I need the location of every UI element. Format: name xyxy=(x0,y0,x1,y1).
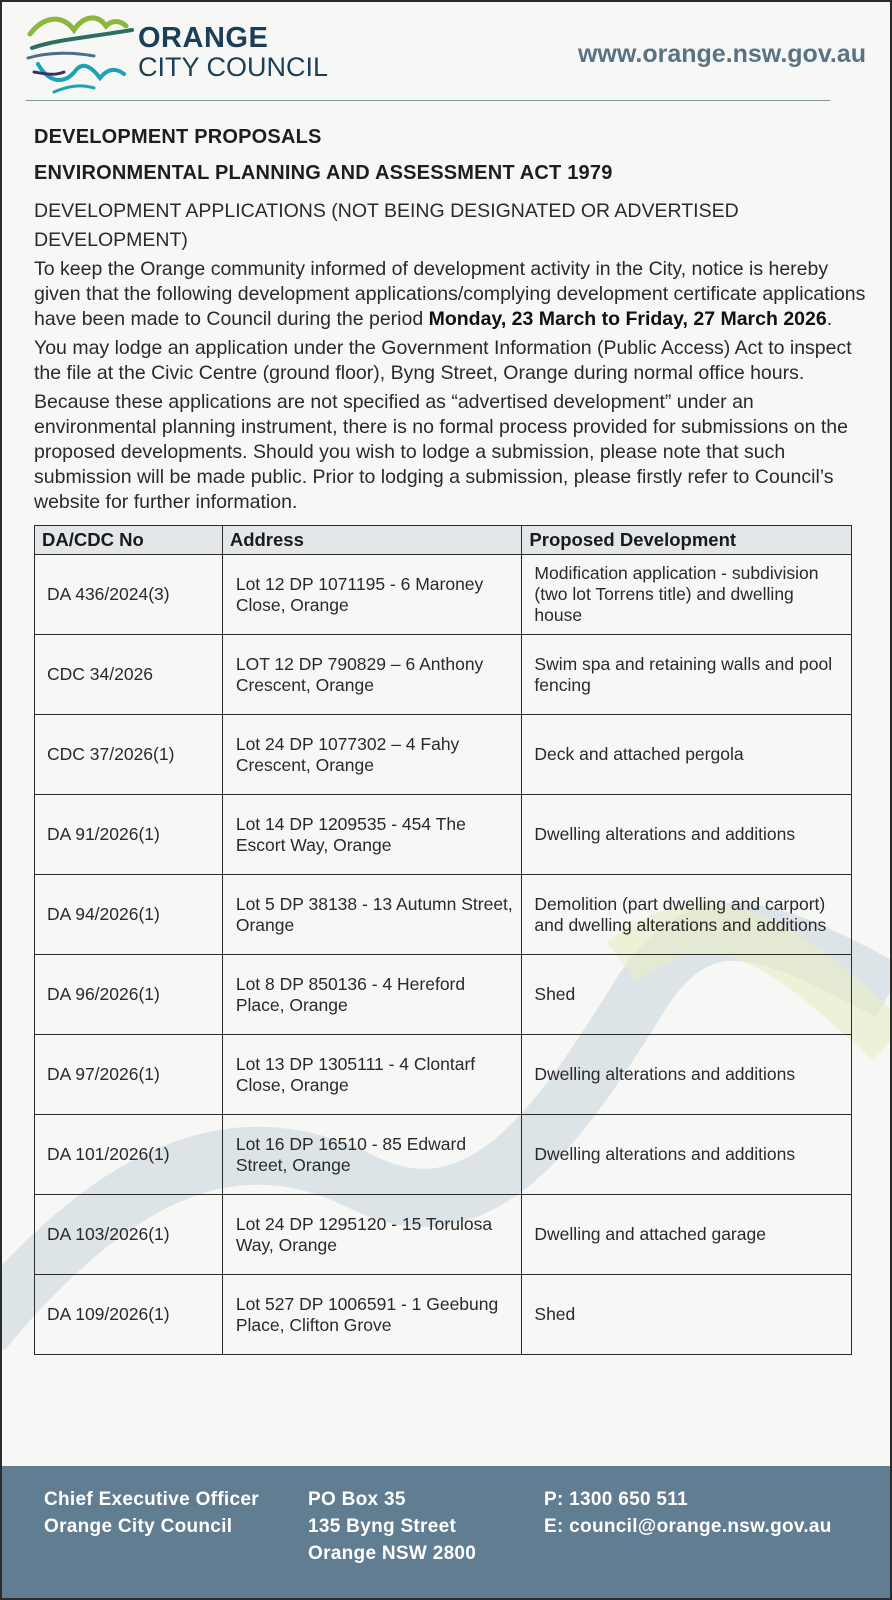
notice-content xyxy=(2,104,890,1355)
header-divider xyxy=(26,100,830,101)
logo-line-2: CITY COUNCIL xyxy=(138,52,329,82)
intro-paragraph xyxy=(34,257,866,332)
act-title: ENVIRONMENTAL PLANNING AND ASSESSMENT ACT 1979 xyxy=(34,162,613,184)
header-da-no: DA/CDC No xyxy=(35,526,223,555)
logo-line-1: ORANGE xyxy=(138,22,269,54)
table-row xyxy=(35,955,852,1035)
table-row xyxy=(35,795,852,875)
table-row xyxy=(35,715,852,795)
cell-development: Modification application - subdivision (two lot Torrens title) and dwelling house xyxy=(522,555,852,635)
footer-suburb: Orange NSW 2800 xyxy=(308,1543,477,1564)
cell-address: Lot 12 DP 1071195 - 6 Maroney Close, Orange xyxy=(222,555,522,635)
submission-paragraph: Because these applications are not specified as “advertised development” under an environmental planning instrument, there is no formal process provided for submissions on the proposed developments. Should you wish to lodge a submission, please note that such submission will be made public. Prior to lodging a submission, please firstly refer to Council’s website for further information. xyxy=(34,391,849,513)
cell-da-no: DA 109/2026(1) xyxy=(35,1275,223,1355)
applications-table xyxy=(34,525,852,1355)
cell-development: Deck and attached pergola xyxy=(522,715,852,795)
header-address: Address xyxy=(222,526,522,555)
cell-da-no: DA 97/2026(1) xyxy=(35,1035,223,1115)
cell-address: Lot 527 DP 1006591 - 1 Geebung Place, Clifton Grove xyxy=(222,1275,522,1355)
cell-address: Lot 13 DP 1305111 - 4 Clontarf Close, Orange xyxy=(222,1035,522,1115)
footer-council-name: Orange City Council xyxy=(44,1516,233,1537)
cell-development: Dwelling alterations and additions xyxy=(522,1035,852,1115)
cell-development: Demolition (part dwelling and carport) and dwelling alterations and additions xyxy=(522,875,852,955)
table-row xyxy=(35,875,852,955)
intro-end: . xyxy=(826,308,833,330)
table-row xyxy=(35,635,852,715)
footer-po-box: PO Box 35 xyxy=(308,1489,406,1510)
access-paragraph: You may lodge an application under the Government Information (Public Access) Act to inspect the file at the Civic Centre (ground floor), Byng Street, Orange during normal office hours. xyxy=(34,337,852,384)
header xyxy=(2,2,890,104)
cell-da-no: DA 101/2026(1) xyxy=(35,1115,223,1195)
logo-swoosh-icon xyxy=(24,12,136,94)
cell-address: Lot 24 DP 1077302 – 4 Fahy Crescent, Orange xyxy=(222,715,522,795)
cell-development: Swim spa and retaining walls and pool fencing xyxy=(522,635,852,715)
notice-period: Monday, 23 March to Friday, 27 March 2026 xyxy=(428,308,827,330)
cell-development: Dwelling and attached garage xyxy=(522,1195,852,1275)
cell-development: Dwelling alterations and additions xyxy=(522,1115,852,1195)
cell-address: Lot 8 DP 850136 - 4 Hereford Place, Orange xyxy=(222,955,522,1035)
cell-da-no: DA 91/2026(1) xyxy=(35,795,223,875)
cell-address: Lot 5 DP 38138 - 13 Autumn Street, Orange xyxy=(222,875,522,955)
council-logo[interactable] xyxy=(24,12,364,94)
notice-title: DEVELOPMENT PROPOSALS xyxy=(34,126,322,148)
cell-development: Shed xyxy=(522,955,852,1035)
cell-da-no: DA 436/2024(3) xyxy=(35,555,223,635)
contact-footer xyxy=(2,1466,890,1598)
table-row xyxy=(35,1195,852,1275)
cell-address: Lot 16 DP 16510 - 85 Edward Street, Orange xyxy=(222,1115,522,1195)
header-development: Proposed Development xyxy=(522,526,852,555)
footer-phone[interactable]: P: 1300 650 511 xyxy=(544,1489,688,1510)
website-link[interactable]: www.orange.nsw.gov.au xyxy=(577,40,866,68)
footer-ceo-title: Chief Executive Officer xyxy=(44,1489,259,1510)
cell-da-no: DA 103/2026(1) xyxy=(35,1195,223,1275)
logo-wordmark xyxy=(138,24,328,81)
footer-street: 135 Byng Street xyxy=(308,1516,457,1537)
intro-text: To keep the Orange community informed of development activity in the City, notice is hereby given that the following development applications/complying development certificate applications have been made to Council during the period xyxy=(34,258,866,330)
table-row xyxy=(35,1035,852,1115)
cell-da-no: CDC 34/2026 xyxy=(35,635,223,715)
cell-da-no: CDC 37/2026(1) xyxy=(35,715,223,795)
table-row xyxy=(35,1115,852,1195)
cell-address: Lot 14 DP 1209535 - 454 The Escort Way, Orange xyxy=(222,795,522,875)
cell-development: Shed xyxy=(522,1275,852,1355)
table-header-row xyxy=(35,526,852,555)
table-row xyxy=(35,1275,852,1355)
footer-address-block xyxy=(308,1486,476,1567)
cell-da-no: DA 96/2026(1) xyxy=(35,955,223,1035)
footer-ceo-block xyxy=(44,1486,259,1540)
cell-da-no: DA 94/2026(1) xyxy=(35,875,223,955)
cell-development: Dwelling alterations and additions xyxy=(522,795,852,875)
notice-subheading: DEVELOPMENT APPLICATIONS (NOT BEING DESIGNATED OR ADVERTISED DEVELOPMENT) xyxy=(34,200,739,251)
footer-email[interactable]: E: council@orange.nsw.gov.au xyxy=(544,1516,832,1537)
cell-address: Lot 24 DP 1295120 - 15 Torulosa Way, Orange xyxy=(222,1195,522,1275)
table-row xyxy=(35,555,852,635)
cell-address: LOT 12 DP 790829 – 6 Anthony Crescent, Orange xyxy=(222,635,522,715)
footer-contact-block xyxy=(544,1486,832,1540)
